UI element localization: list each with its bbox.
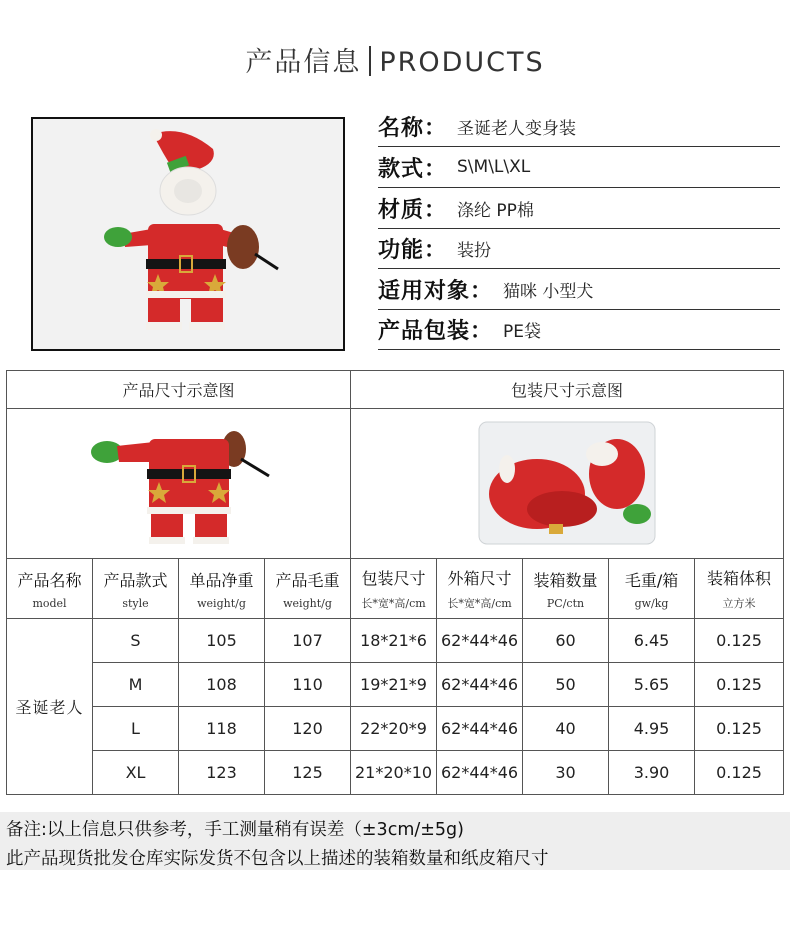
package-diagram-cell: [351, 409, 784, 559]
table-cell: 3.90: [609, 751, 695, 795]
table-cell: 62*44*46: [437, 619, 523, 663]
table-row: [7, 663, 784, 707]
table-cell: 22*20*9: [351, 707, 437, 751]
table-cell: 125: [265, 751, 351, 795]
table-cell: 60: [523, 619, 609, 663]
info-label: 名称：: [378, 115, 448, 141]
info-row-packaging: [378, 309, 780, 350]
table-cell: S: [93, 619, 179, 663]
spec-table: [6, 370, 784, 795]
info-label: 适用对象：: [378, 278, 494, 304]
column-header: 产品名称 model: [7, 559, 93, 619]
table-cell: 107: [265, 619, 351, 663]
table-cell: 5.65: [609, 663, 695, 707]
table-cell: 6.45: [609, 619, 695, 663]
info-value: 圣诞老人变身装: [457, 118, 577, 139]
info-row-function: [378, 228, 780, 269]
product-photo-frame: [31, 117, 345, 351]
table-cell: 62*44*46: [437, 663, 523, 707]
table-cell: 0.125: [695, 707, 784, 751]
table-row: [7, 619, 784, 663]
table-cell: 30: [523, 751, 609, 795]
info-value: PE袋: [503, 321, 542, 342]
santa-costume-photo: [33, 119, 343, 349]
column-header: 外箱尺寸 长*宽*高/cm: [437, 559, 523, 619]
package-diagram-label: 包装尺寸示意图: [351, 371, 784, 409]
info-row-target: [378, 269, 780, 310]
table-cell: 62*44*46: [437, 707, 523, 751]
table-cell: 40: [523, 707, 609, 751]
info-value: S\M\L\XL: [457, 157, 531, 177]
title-chinese: 产品信息: [245, 47, 362, 78]
page-title: [0, 40, 790, 79]
table-cell: M: [93, 663, 179, 707]
table-cell: 62*44*46: [437, 751, 523, 795]
table-cell: 0.125: [695, 663, 784, 707]
note-line-1: 备注:以上信息只供参考，手工测量稍有误差（±3cm/±5g): [6, 820, 464, 840]
info-value: 涤纶 PP棉: [457, 200, 534, 221]
info-row-style: [378, 147, 780, 188]
info-row-name: [378, 106, 780, 147]
table-cell: 19*21*9: [351, 663, 437, 707]
column-header: 单品净重 weight/g: [179, 559, 265, 619]
title-english: PRODUCTS: [379, 47, 545, 78]
table-cell: 0.125: [695, 619, 784, 663]
table-cell: 108: [179, 663, 265, 707]
size-diagram-label: 产品尺寸示意图: [7, 371, 351, 409]
table-row: [7, 707, 784, 751]
table-cell: 118: [179, 707, 265, 751]
info-label: 功能：: [378, 237, 448, 263]
table-cell: 18*21*6: [351, 619, 437, 663]
table-cell: 105: [179, 619, 265, 663]
table-cell: 21*20*10: [351, 751, 437, 795]
column-header: 毛重/箱 gw/kg: [609, 559, 695, 619]
notes-panel: [0, 812, 790, 870]
column-header: 产品毛重 weight/g: [265, 559, 351, 619]
column-header: 包装尺寸 长*宽*高/cm: [351, 559, 437, 619]
table-cell: 120: [265, 707, 351, 751]
table-row: [7, 751, 784, 795]
table-cell: 4.95: [609, 707, 695, 751]
column-header: 产品款式 style: [93, 559, 179, 619]
info-label: 产品包装：: [378, 318, 494, 344]
column-header: 装箱数量 PC/ctn: [523, 559, 609, 619]
table-cell: L: [93, 707, 179, 751]
table-cell: 110: [265, 663, 351, 707]
costume-front-image: [79, 414, 279, 549]
info-value: 猫咪 小型犬: [503, 281, 594, 302]
note-line-2: 此产品现货批发仓库实际发货不包含以上描述的装箱数量和纸皮箱尺寸: [6, 849, 549, 869]
title-divider: [369, 46, 371, 76]
column-header: 装箱体积 立方米: [695, 559, 784, 619]
model-name-cell: 圣诞老人: [7, 619, 93, 795]
info-label: 款式：: [378, 156, 448, 182]
info-label: 材质：: [378, 197, 448, 223]
info-value: 装扮: [457, 240, 492, 261]
table-cell: 0.125: [695, 751, 784, 795]
table-cell: XL: [93, 751, 179, 795]
table-cell: 50: [523, 663, 609, 707]
packaged-costume-image: [467, 414, 667, 549]
table-cell: 123: [179, 751, 265, 795]
size-diagram-cell: [7, 409, 351, 559]
info-row-material: [378, 188, 780, 229]
